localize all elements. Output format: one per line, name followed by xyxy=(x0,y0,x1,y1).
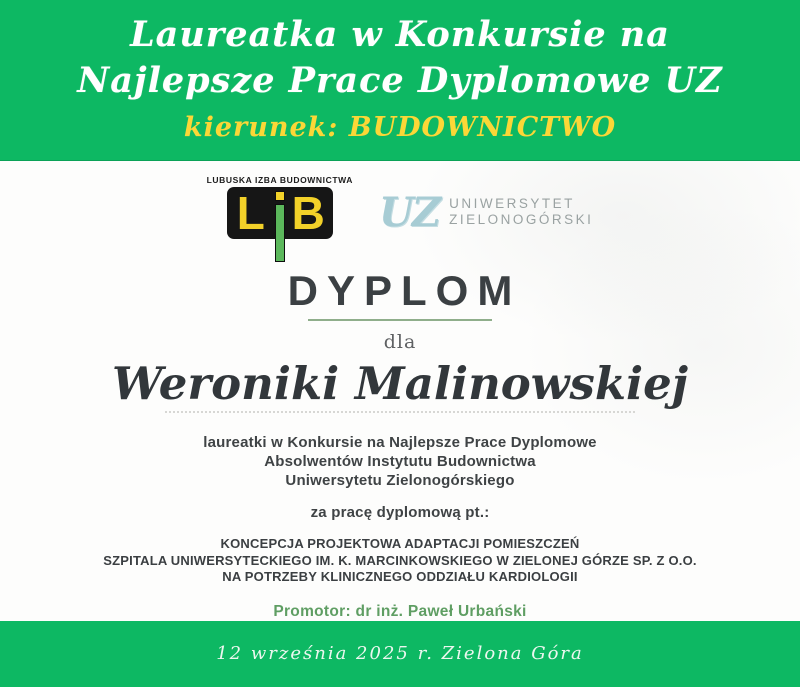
uz-name-line1: UNIWERSYTET xyxy=(449,196,575,211)
lib-i-dot-icon xyxy=(275,191,285,201)
lib-letter-l: L xyxy=(236,187,265,239)
lubuska-izba-budownictwa-logo xyxy=(207,175,353,239)
uz-logo-name xyxy=(449,196,593,228)
diploma-scan xyxy=(0,161,800,621)
lib-logo-mark-icon xyxy=(227,187,333,239)
uz-abbr-icon: UZ xyxy=(379,188,440,236)
award-description-line3: Uniwersytetu Zielonogórskiego xyxy=(285,472,515,489)
lib-logo-caption: LUBUSKA IZBA BUDOWNICTWA xyxy=(206,175,354,185)
heading-underline xyxy=(308,319,492,321)
thesis-title xyxy=(103,536,696,586)
banner-subtitle: kierunek: BUDOWNICTWO xyxy=(183,112,617,143)
recipient-name: Weroniki Malinowskiej xyxy=(111,357,689,410)
uz-name-line2: ZIELONOGÓRSKI xyxy=(449,212,594,227)
award-description-line2: Absolwentów Instytutu Budownictwa xyxy=(264,453,536,470)
logos-row xyxy=(207,175,594,239)
dla-label: dla xyxy=(383,331,417,353)
thesis-intro: za pracę dyplomową pt.: xyxy=(310,504,490,521)
bottom-banner xyxy=(0,621,800,687)
lib-letter-b: B xyxy=(291,187,325,239)
top-banner xyxy=(0,0,800,161)
thesis-title-line3: NA POTRZEBY KLINICZNEGO ODDZIAŁU KARDIOLOGII xyxy=(222,569,578,584)
thesis-title-line1: KONCEPCJA PROJEKTOWA ADAPTACJI POMIESZCZEŃ xyxy=(220,536,580,551)
banner-title-line1: Laureatka w Konkursie na xyxy=(130,14,670,55)
award-description-line1: laureatki w Konkursie na Najlepsze Prace Dyplomowe xyxy=(203,434,597,451)
lib-i-bar-icon xyxy=(275,204,285,262)
uniwersytet-zielonogorski-logo xyxy=(379,189,593,236)
thesis-title-line2: SZPITALA UNIWERSYTECKIEGO IM. K. MARCINKOWSKIEGO W ZIELONEJ GÓRZE SP. Z O.O. xyxy=(103,552,697,568)
diploma-heading: DYPLOM xyxy=(287,267,522,314)
award-description xyxy=(203,433,596,490)
promotor-line: Promotor: dr inż. Paweł Urbański xyxy=(273,602,527,620)
banner-title-line2: Najlepsze Prace Dyplomowe UZ xyxy=(77,60,723,101)
recipient-dotted-line xyxy=(165,411,635,413)
date-place-label: 12 września 2025 r. Zielona Góra xyxy=(216,643,584,664)
